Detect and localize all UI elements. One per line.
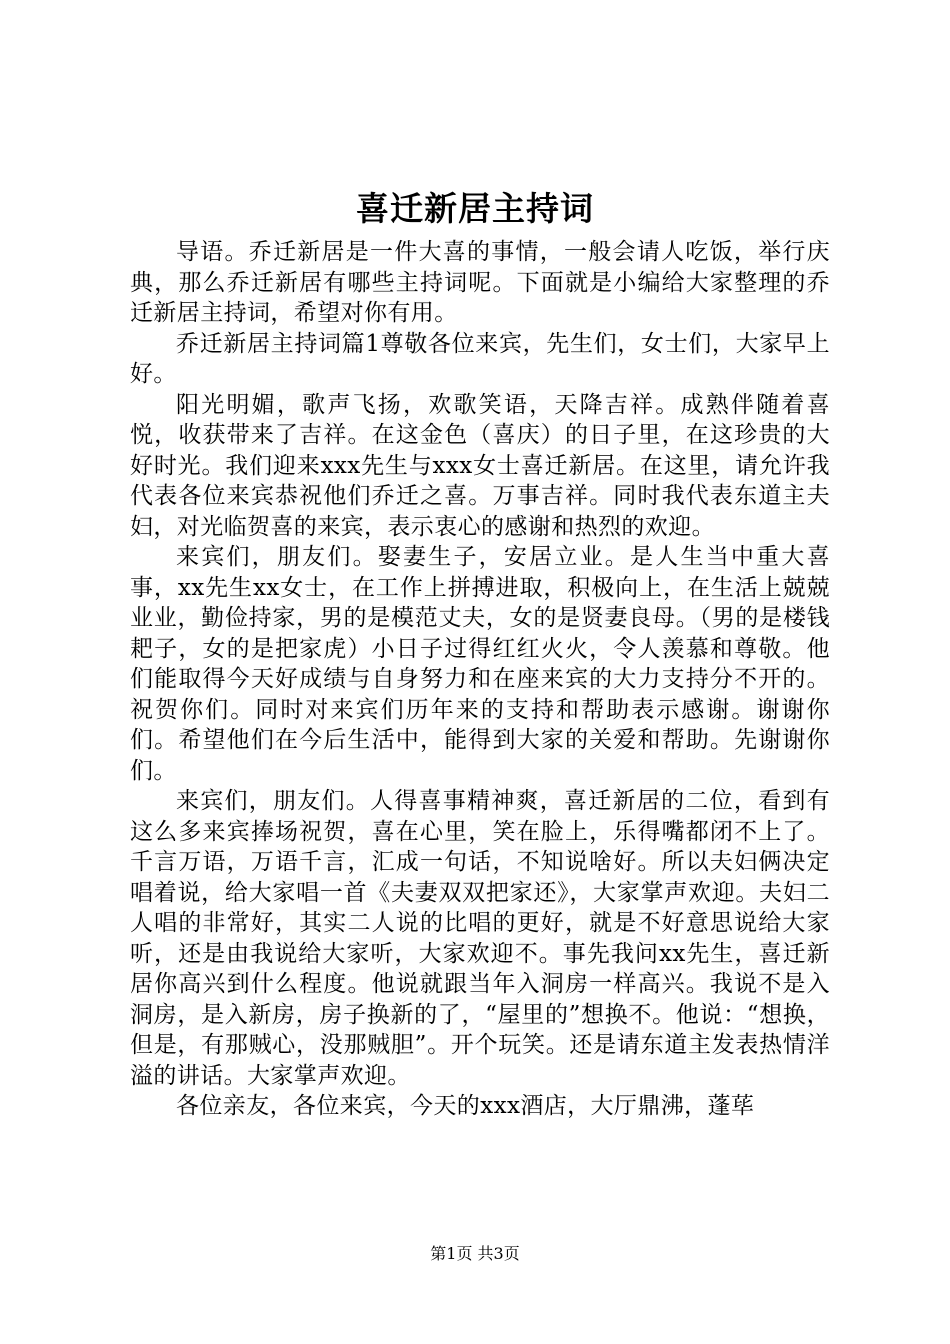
paragraph-intro: 导语。乔迁新居是一件大喜的事情，一般会请人吃饭，举行庆典，那么乔迁新居有哪些主持词呢。下面就是小编给大家整理的乔迁新居主持词，希望对你有用。: [130, 239, 830, 326]
page-number-footer: 第1页 共3页: [430, 1244, 520, 1263]
paragraph-hosts: 来宾们，朋友们。娶妻生子，安居立业。是人生当中重大喜事，xx先生xx女士，在工作上拼搏进取，积极向上，在生活上兢兢业业，勤俭持家，男的是模范丈夫，女的是贤妻良母。（男的是楼钱耙子，女的是把家虎）小日子过得红红火火，令人羡慕和尊敬。他们能取得今天好成绩与自身努力和在座来宾的大力支持分不开的。祝贺你们。同时对来宾们历年来的支持和帮助表示感谢。谢谢你们。希望他们在今后生活中，能得到大家的关爱和帮助。先谢谢你们。: [130, 544, 830, 784]
paragraph-greeting: 乔迁新居主持词篇1尊敬各位来宾，先生们，女士们，大家早上好。: [130, 330, 830, 387]
document-title: 喜迁新居主持词: [356, 189, 594, 228]
document-body: [130, 237, 830, 1122]
paragraph-speech: 来宾们，朋友们。人得喜事精神爽，喜迁新居的二位，看到有这么多来宾捧场祝贺，喜在心里，笑在脸上，乐得嘴都闭不上了。千言万语，万语千言，汇成一句话，不知说啥好。所以夫妇俩决定唱着说，给大家唱一首《夫妻双双把家还》，大家掌声欢迎。夫妇二人唱的非常好，其实二人说的比唱的更好，就是不好意思说给大家听，还是由我说给大家听，大家欢迎不。事先我问xx先生，喜迁新居你高兴到什么程度。他说就跟当年入洞房一样高兴。我说不是入洞房，是入新房，房子换新的了，“屋里的”想换不。他说：“想换，但是，有那贼心，没那贼胆”。开个玩笑。还是请东道主发表热情洋溢的讲话。大家掌声欢迎。: [130, 788, 830, 1089]
paragraph-closing: 各位亲友，各位来宾，今天的xxx酒店，大厅鼎沸，蓬荜: [176, 1093, 755, 1119]
paragraph-celebration: 阳光明媚，歌声飞扬，欢歌笑语，天降吉祥。成熟伴随着喜悦，收获带来了吉祥。在这金色（喜庆）的日子里，在这珍贵的大好时光。我们迎来xxx先生与xxx女士喜迁新居。在这里，请允许我代表各位来宾恭祝他们乔迁之喜。万事吉祥。同时我代表东道主夫妇，对光临贺喜的来宾，表示衷心的感谢和热烈的欢迎。: [130, 391, 830, 540]
